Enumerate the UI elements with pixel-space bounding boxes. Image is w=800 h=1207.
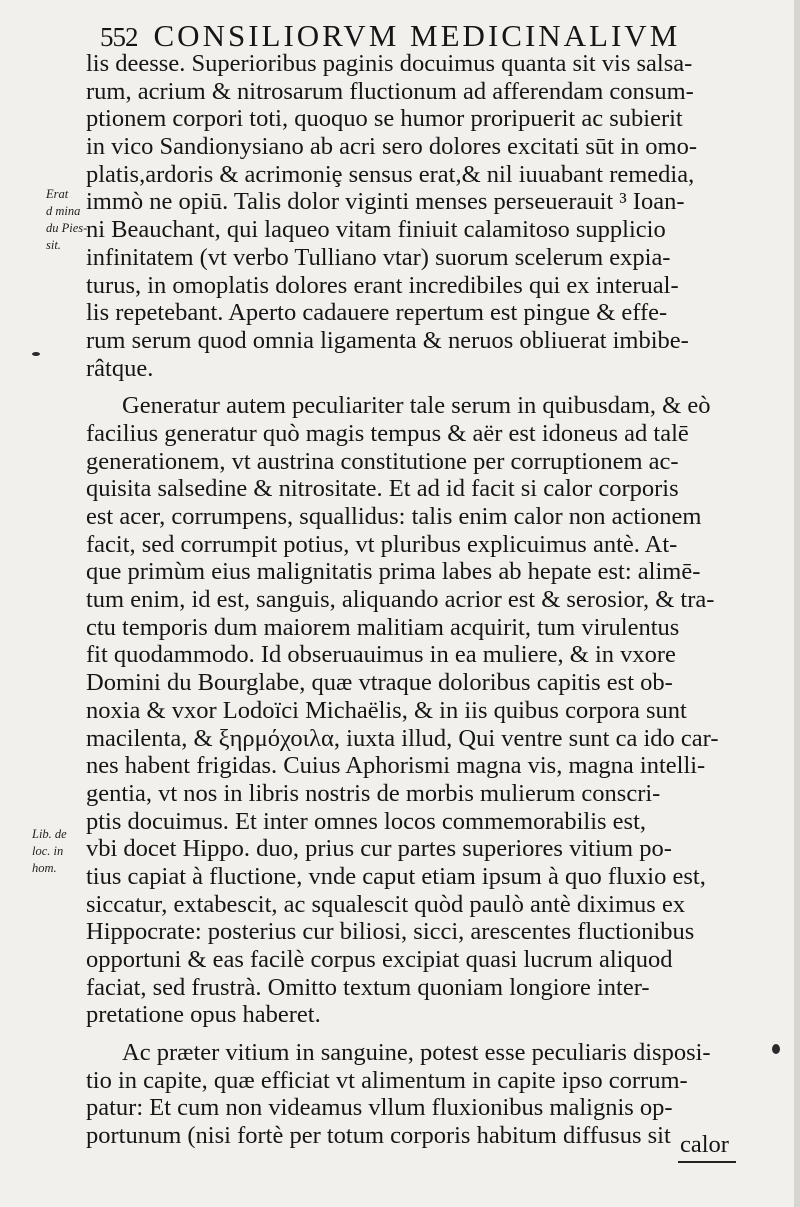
text-line: que primùm eius malignitatis prima labes ab hepate est: alimē- — [86, 558, 701, 586]
paragraph-3 — [86, 1039, 746, 1150]
text-line: nes habent frigidas. Cuius Aphorismi magna vis, magna intelli- — [86, 752, 706, 780]
paragraph-gap — [86, 1029, 746, 1039]
text-line: lis repetebant. Aperto cadauere repertum est pingue & effe- — [86, 299, 668, 327]
running-head: CONSILIORVM MEDICINALIVM — [153, 18, 681, 53]
paragraph-2 — [86, 392, 746, 1029]
text-line: lis deesse. Superioribus paginis docuimus quanta sit vis salsa- — [86, 50, 693, 77]
text-line: in vico Sandionysiano ab acri sero dolores excitati sūt in omo- — [86, 133, 698, 161]
text-line: faciat, sed frustrà. Omitto textum quoniam longiore inter- — [86, 973, 650, 1001]
text-line: rum, acrium & nitrosarum fluctionum ad afferendam consum- — [86, 77, 694, 105]
text-line: facilius generatur quò magis tempus & aër est idoneus ad talē — [86, 419, 689, 447]
text-line: Hippocrate: posterius cur biliosi, sicci, arescentes fluctionibus — [86, 918, 695, 946]
margin-note-line: du Pies- — [46, 221, 88, 235]
text-line: facit, sed corrumpit potius, vt pluribus explicuimus antè. At- — [86, 530, 678, 558]
text-line: infinitatem (vt verbo Tulliano vtar) suorum scelerum expia- — [86, 243, 671, 271]
text-line: platis,ardoris & acrimoniȩ sensus erat,& nil iuuabant remedia, — [86, 160, 695, 188]
text-line: gentia, vt nos in libris nostris de morbis mulierum conscri- — [86, 779, 661, 807]
text-line: tio in capite, quæ efficiat vt alimentum in capite ipso corrum- — [86, 1066, 688, 1094]
margin-note-line: loc. in — [32, 844, 64, 858]
text-line: portunum (nisi fortè per totum corporis habitum diffusus sit — [86, 1122, 671, 1150]
text-line: ptionem corpori toti, quoquo se humor proripuerit ac subierit — [86, 105, 683, 133]
text-line: Domini du Bourglabe, quæ vtraque doloribus capitis est ob- — [86, 669, 673, 697]
text-line: noxia & vxor Lodoïci Michaëlis, & in iis quibus corpora sunt — [86, 696, 687, 724]
text-line: quisita salsedine & nitrositate. Et ad id facit si calor corporis — [86, 475, 679, 503]
text-line: patur: Et cum non videamus vllum fluxionibus malignis op- — [86, 1094, 673, 1122]
text-line: turus, in omoplatis dolores erant incredibiles qui ex interual- — [86, 271, 679, 299]
page-number: 552 — [100, 22, 138, 52]
text-line: immò ne opiū. Talis dolor viginti menses perseuerauit ³ Ioan- — [86, 188, 685, 216]
text-line: tius capiat à fluctione, vnde caput etiam ipsum à quo fluxio est, — [86, 862, 706, 890]
text-line: Ac præter vitium in sanguine, potest esse peculiaris disposi- — [122, 1039, 711, 1067]
text-line: siccatur, extabescit, ac squalescit quòd paulò antè diximus ex — [86, 890, 686, 918]
text-line: ctu temporis dum maiorem malitiam acquirit, tum virulentus — [86, 613, 680, 641]
margin-note-line: Lib. de — [32, 827, 67, 841]
margin-note-line: sit. — [46, 238, 61, 252]
text-line: macilenta, & ξηρμόχοιλα, iuxta illud, Qui ventre sunt ca ido car- — [86, 724, 719, 752]
paragraph-1 — [86, 50, 746, 382]
ink-mark — [772, 1044, 780, 1054]
text-line: ptis docuimus. Et inter omnes locos commemorabilis est, — [86, 807, 647, 835]
text-line: Generatur autem peculiariter tale serum in quibusdam, & eò — [122, 392, 711, 420]
page-edge — [794, 0, 800, 1207]
body-text — [86, 50, 746, 1150]
paragraph-gap — [86, 382, 746, 392]
text-line: ni Beauchant, qui laqueo vitam finiuit calamitoso supplicio — [86, 216, 666, 244]
text-line: tum enim, id est, sanguis, aliquando acrior est & serosior, & tra- — [86, 586, 715, 614]
text-line: generationem, vt austrina constitutione per corruptionem ac- — [86, 447, 679, 475]
catchword: calor — [680, 1131, 729, 1158]
catchword-rule — [678, 1161, 736, 1163]
text-line: pretatione opus haberet. — [86, 1001, 321, 1029]
margin-note-2 — [32, 826, 82, 877]
text-line: opportuni & eas facilè corpus excipiat quasi lucrum aliquod — [86, 946, 673, 973]
text-line: vbi docet Hippo. duo, prius cur partes superiores vitium po- — [86, 835, 672, 863]
text-line: est acer, corrumpens, squallidus: talis enim calor non actionem — [86, 503, 702, 530]
margin-note-line: Erat — [46, 187, 69, 201]
margin-note-line: hom. — [32, 861, 57, 875]
margin-note-line: d mina — [46, 204, 81, 218]
ink-mark — [32, 352, 40, 356]
text-line: fit quodammodo. Id obseruauimus in ea muliere, & in vxore — [86, 641, 676, 669]
text-line: rum serum quod omnia ligamenta & neruos obliuerat imbibe- — [86, 326, 689, 354]
text-line: râtque. — [86, 354, 154, 382]
